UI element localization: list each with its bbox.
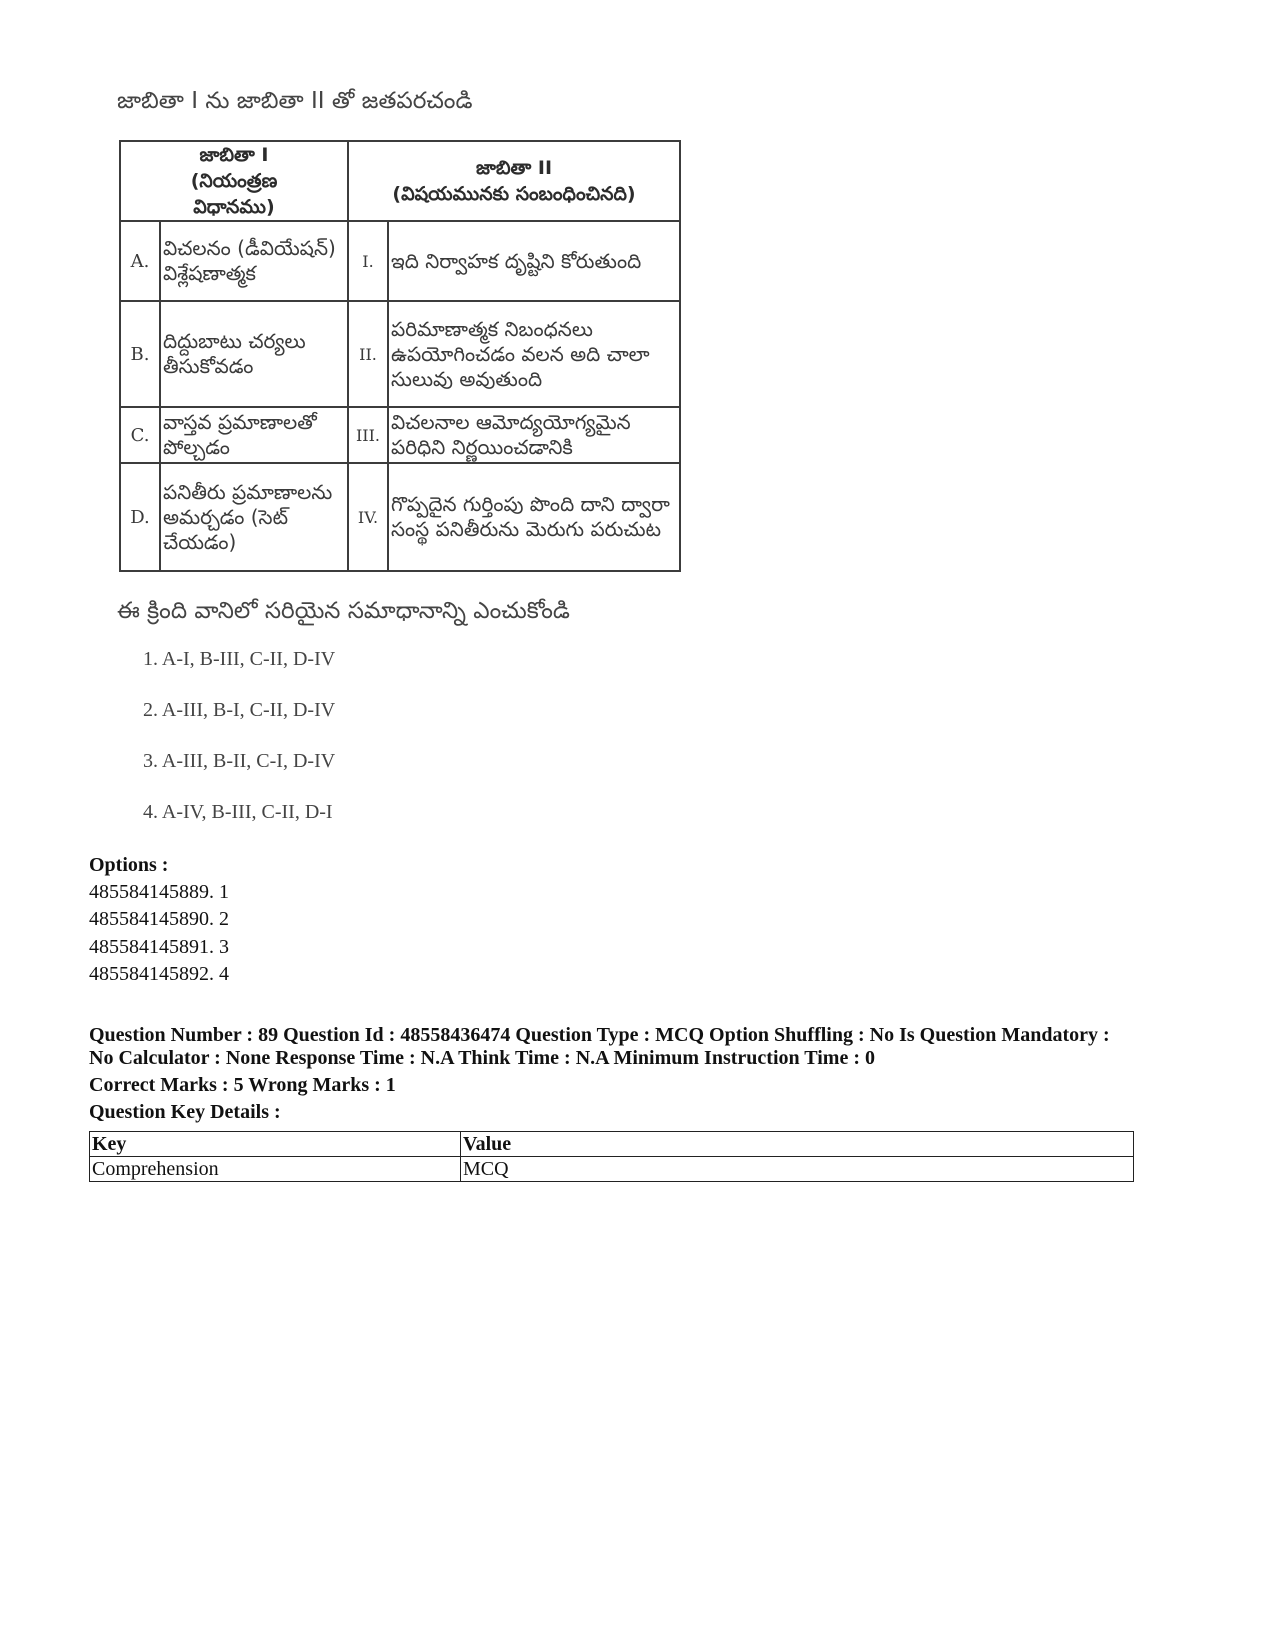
row-letter: D. [120, 463, 160, 571]
list2-item: గొప్పదైన గుర్తింపు పొంది దాని ద్వారా సంస్థ పనితీరును మెరుగు పరుచుట [388, 463, 680, 571]
row-letter: C. [120, 407, 160, 463]
key-details-title: Question Key Details : [89, 1101, 281, 1123]
list1-header-line: విధానము) [193, 196, 275, 218]
question-info-line: Question Number : 89 Question Id : 48558436474 Question Type : MCQ Option Shuffling : No Is Question Mandatory : No Calculator : None Response Time : N.A Think Time : N.A Minimum Instruction Time : 0 [89, 1024, 1110, 1069]
option-item: 485584145892. 4 [89, 962, 229, 985]
row-numeral: I. [348, 221, 388, 301]
option-item: 485584145889. 1 [89, 881, 229, 903]
question-instruction: జాబితా I ను జాబితా II తో జతపరచండి [117, 88, 473, 114]
key-cell: Comprehension [90, 1157, 461, 1182]
list2-item: ఇది నిర్వాహక దృష్టిని కోరుతుంది [388, 221, 680, 301]
match-row [120, 463, 680, 571]
list1-header-line: జాబితా I [199, 144, 269, 166]
marks-line: Correct Marks : 5 Wrong Marks : 1 [89, 1074, 396, 1096]
list1-item: విచలనం (డీవియేషన్) విశ్లేషణాత్మక [160, 221, 348, 301]
choice-item: 4. A-IV, B-III, C-II, D-I [143, 801, 333, 823]
key-column-header: Key [90, 1132, 461, 1157]
choice-item: 1. A-I, B-III, C-II, D-IV [143, 648, 336, 670]
match-row [120, 301, 680, 407]
question-prompt: ఈ క్రింది వానిలో సరియైన సమాధానాన్ని ఎంచుకోండి [117, 598, 570, 624]
list1-header-line: (నియంత్రణ [190, 170, 278, 192]
match-table [119, 140, 681, 572]
value-cell: MCQ [461, 1157, 1134, 1182]
list1-item: వాస్తవ ప్రమాణాలతో పోల్చడం [160, 407, 348, 463]
question-choices [143, 648, 335, 852]
option-item: 485584145890. 2 [89, 908, 229, 931]
list2-item: పరిమాణాత్మక నిబంధనలు ఉపయోగించడం వలన అది చాలా సులువు అవుతుంది [388, 301, 680, 407]
question-image [105, 78, 745, 878]
list2-header [348, 141, 680, 221]
match-row [120, 407, 680, 463]
key-table-header [90, 1132, 1134, 1157]
option-item: 485584145891. 3 [89, 935, 229, 958]
options-title: Options : [89, 854, 169, 876]
choice-item: 2. A-III, B-I, C-II, D-IV [143, 699, 336, 721]
value-column-header: Value [461, 1132, 1134, 1157]
list2-header-line: (విషయమునకు సంబంధించినది) [392, 183, 636, 205]
list1-item: పనితీరు ప్రమాణాలను అమర్చడం (సెట్ చేయడం) [160, 463, 348, 571]
list1-header [120, 141, 348, 221]
table-row [90, 1157, 1134, 1182]
row-numeral: II. [348, 301, 388, 407]
list2-header-line: జాబితా II [475, 157, 553, 179]
match-table-header [120, 141, 680, 221]
list2-item: విచలనాల ఆమోద్యయోగ్యమైన పరిధిని నిర్ణయించడానికి [388, 407, 680, 463]
match-row [120, 221, 680, 301]
options-list [89, 880, 229, 989]
row-letter: B. [120, 301, 160, 407]
row-numeral: III. [348, 407, 388, 463]
row-numeral: IV. [348, 463, 388, 571]
question-meta [89, 1024, 1139, 1124]
choice-item: 3. A-III, B-II, C-I, D-IV [143, 750, 336, 772]
row-letter: A. [120, 221, 160, 301]
list1-item: దిద్దుబాటు చర్యలు తీసుకోవడం [160, 301, 348, 407]
key-details-table [89, 1131, 1134, 1182]
